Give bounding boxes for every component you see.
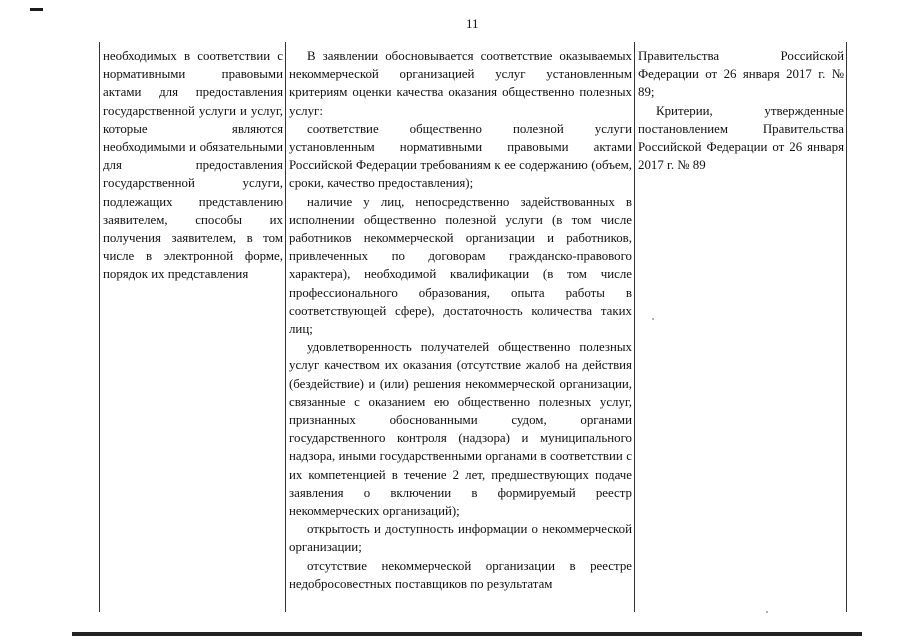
table-column-legal-basis	[635, 42, 847, 612]
scan-speck	[652, 318, 654, 320]
criteria-paragraph: открытость и доступность информации о некоммерческой организации;	[289, 522, 632, 555]
column-1-text: необходимых в соответствии с нормативными правовыми актами для предоставления государственной услуги и услуг, которые являются необходимыми и обязательными для предоставления государственной услуги, подлежащих представлению заявителем, способы их получения заявителем, в том числе в электронной форме, порядок их представления	[103, 49, 283, 282]
legal-basis-paragraph: Критерии, утвержденные постановлением Правительства Российской Федерации от 26 января 2017 г. № 89	[638, 103, 844, 173]
table-column-documents	[99, 42, 286, 612]
page-bottom-rule	[72, 632, 862, 636]
criteria-paragraph: соответствие общественно полезной услуги установленным нормативными правовыми актами Российской Федерации требованиям к ее содержанию (объем, сроки, качество предоставления);	[289, 121, 632, 191]
scan-mark	[30, 8, 43, 11]
criteria-paragraph: отсутствие некоммерческой организации в реестре недобросовестных поставщиков по результатам	[289, 558, 632, 591]
table-column-criteria	[286, 42, 635, 612]
requirements-table	[99, 42, 848, 612]
page-number: 11	[466, 16, 479, 31]
scan-speck	[766, 611, 768, 613]
legal-basis-paragraph: Правительства Российской Федерации от 26 января 2017 г. № 89;	[638, 49, 844, 100]
criteria-paragraph: В заявлении обосновывается соответствие оказываемых некоммерческой организацией услуг установленным критериям оценки качества оказания общественно полезных услуг:	[289, 49, 632, 118]
criteria-paragraph: удовлетворенность получателей общественно полезных услуг качеством их оказания (отсутствие жалоб на действия (бездействие) и (или) решения некоммерческой организации, связанные с оказанием ею общественно полезных услуг, признанных обоснованными судом, органами государственного контроля (надзора) и муниципального надзора, иными государственными органами в соответствии с их компетенцией в течение 2 лет, предшествующих подаче заявления о включении в формируемый реестр некоммерческих организаций);	[289, 340, 632, 519]
criteria-paragraph: наличие у лиц, непосредственно задействованных в исполнении общественно полезной услуги (в том числе работников некоммерческой организации и работников, привлеченных по договорам гражданско-правового характера), необходимой квалификации (в том числе профессионального образования, опыта работы в соответствующей сфере), достаточность количества таких лиц;	[289, 194, 632, 337]
